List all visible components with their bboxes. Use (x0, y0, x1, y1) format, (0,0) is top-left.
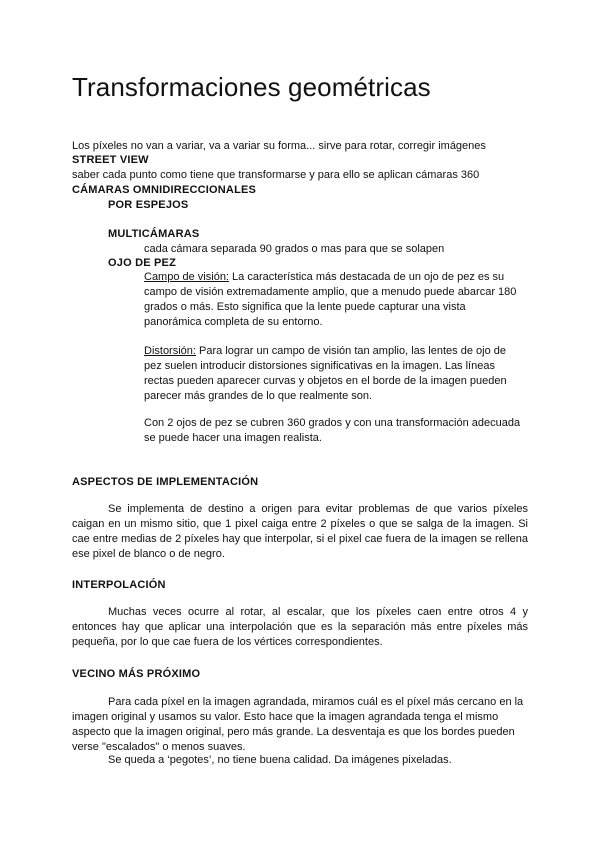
campo-vision-text: La característica más destacada de un ojo de pez es su campo de visión extremadamente amplio, que a menudo puede abarcar 180 grados o más. Esto significa que la lente puede capturar una vista panorámica completa de su entorno. (144, 271, 517, 328)
street-view-text: saber cada punto como tiene que transformarse y para ello se aplican cámaras 360 (72, 169, 480, 181)
intro-line: Los píxeles no van a variar, va a variar su forma... sirve para rotar, corregir imágenes (72, 140, 486, 152)
dos-ojos-paragraph: Con 2 ojos de pez se cubren 360 grados y con una transformación adecuada se puede hacer una imagen realista. (144, 417, 521, 444)
vecino-heading: VECINO MÁS PRÓXIMO (72, 668, 201, 680)
distorsion-label: Distorsión: (144, 345, 196, 357)
camaras-heading: CÁMARAS OMNIDIRECCIONALES (72, 184, 257, 196)
distorsion-text: Para lograr un campo de visión tan amplio, las lentes de ojo de pez suelen introducir distorsiones significativas en la imagen. Las líneas rectas pueden aparecer curvas y objetos en el borde de la imagen pueden parecer más grandes de lo que realmente son. (144, 345, 507, 402)
vecino-paragraph: Para cada píxel en la imagen agrandada, miramos cuál es el píxel más cercano en la imagen original y usamos su valor. Esto hace que la imagen agrandada tenga el mismo aspecto que la imagen original, pero más grande. La desventaja es que los bordes pueden verse "escalados" o menos suaves. (72, 696, 524, 753)
interpolacion-paragraph: Muchas veces ocurre al rotar, al escalar, que los píxeles caen entre otros 4 y entonces hay que aplicar una interpolación que es la separación más entre píxeles más pequeña, por lo que cae fuera de los vértices correspondientes. (72, 606, 528, 648)
campo-vision-paragraph (144, 270, 522, 330)
pegotes-line: Se queda a ‘pegotes’, no tiene buena calidad. Da imágenes pixeladas. (108, 754, 452, 766)
multicamaras-text: cada cámara separada 90 grados o mas para que se solapen (144, 243, 445, 255)
campo-vision-label: Campo de visión: (144, 271, 229, 283)
distorsion-paragraph (144, 344, 522, 404)
implementacion-paragraph: Se implementa de destino a origen para evitar problemas de que varios píxeles caigan en un mismo sitio, que 1 pixel caiga entre 2 píxeles o que se salga de la imagen. Si cae entre medias de 2 píxeles hay que interpolar, si el pixel cae fuera de la imagen se rellena ese pixel de blanco o de negro. (72, 503, 528, 560)
document-title: Transformaciones geométricas (72, 72, 431, 102)
ojo-de-pez-heading: OJO DE PEZ (108, 257, 177, 269)
por-espejos-heading: POR ESPEJOS (108, 199, 189, 211)
street-view-heading: STREET VIEW (72, 154, 149, 166)
interpolacion-heading: INTERPOLACIÓN (72, 579, 166, 591)
implementacion-heading: ASPECTOS DE IMPLEMENTACIÓN (72, 476, 259, 488)
multicamaras-heading: MULTICÁMARAS (108, 228, 200, 240)
